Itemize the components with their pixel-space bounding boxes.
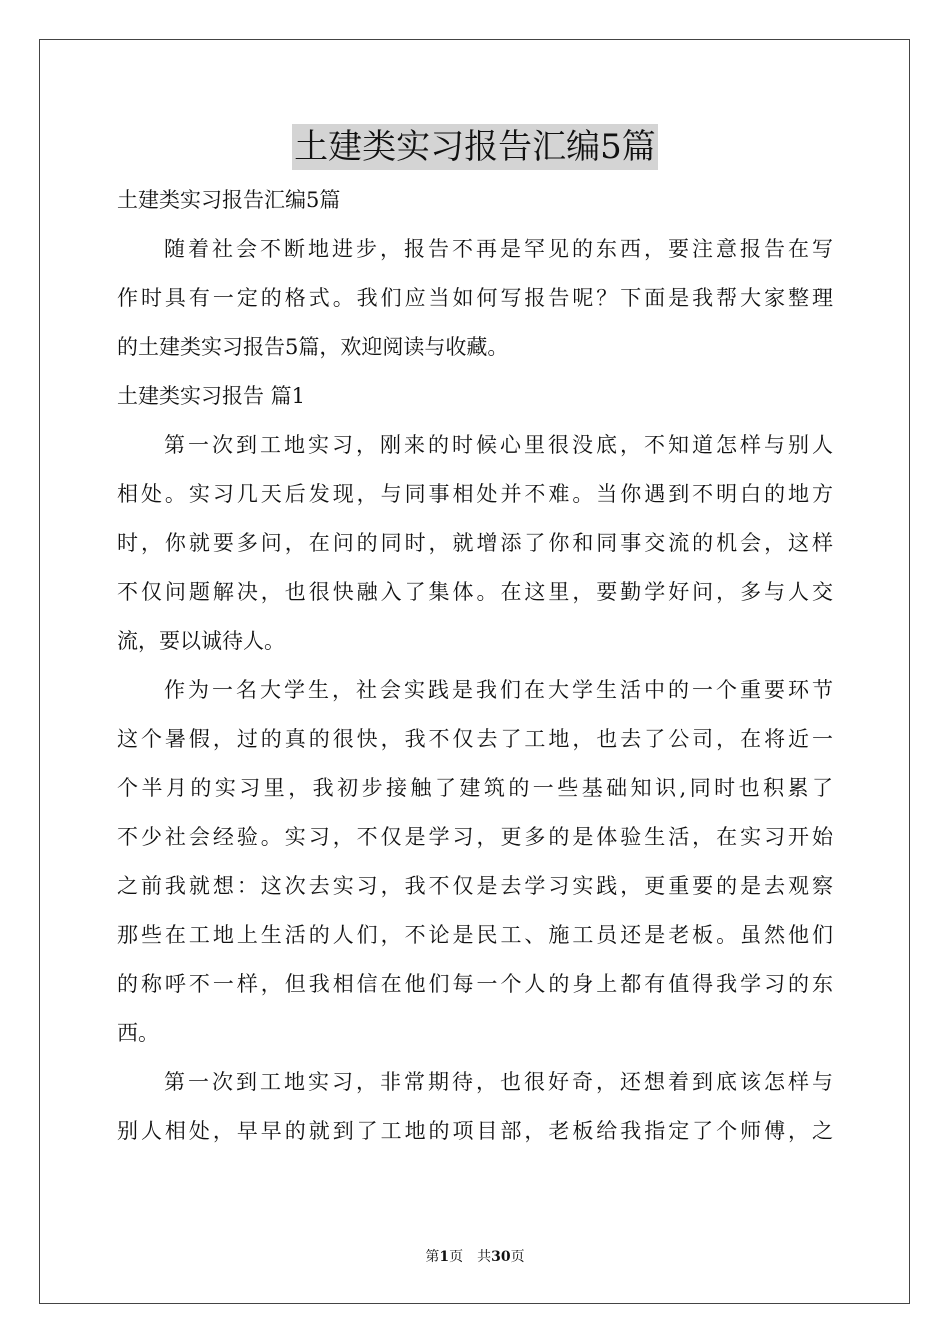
text-line: 时，你就要多问，在问的同时，就增添了你和同事交流的机会，这样 [117, 531, 833, 555]
text-line: 之前我就想：这次去实习，我不仅是去学习实践，更重要的是去观察 [117, 874, 833, 898]
text-line: 土建类实习报告 篇1 [117, 384, 306, 408]
footer-suffix: 页 [510, 1249, 525, 1265]
text-line: 随着社会不断地进步，报告不再是罕见的东西，要注意报告在写 [164, 237, 833, 261]
text-line: 个半月的实习里，我初步接触了建筑的一些基础知识,同时也积累了 [117, 776, 833, 800]
text-line: 的土建类实习报告5篇，欢迎阅读与收藏。 [117, 335, 509, 359]
text-line: 的称呼不一样，但我相信在他们每一个人的身上都有值得我学习的东 [117, 972, 833, 996]
text-line: 西。 [117, 1021, 159, 1045]
text-line: 作为一名大学生，社会实践是我们在大学生活中的一个重要环节 [164, 678, 833, 702]
page-footer [0, 1246, 950, 1266]
text-line: 这个暑假，过的真的很快，我不仅去了工地，也去了公司，在将近一 [117, 727, 833, 751]
document-title: 土建类实习报告汇编5篇 [292, 124, 658, 170]
text-line: 土建类实习报告汇编5篇 [117, 188, 341, 212]
text-line: 作时具有一定的格式。我们应当如何写报告呢？下面是我帮大家整理 [117, 286, 833, 310]
text-line: 不少社会经验。实习，不仅是学习，更多的是体验生活，在实习开始 [117, 825, 833, 849]
footer-middle: 页 共 [449, 1249, 492, 1265]
text-line: 别人相处，早早的就到了工地的项目部，老板给我指定了个师傅，之 [117, 1119, 833, 1143]
text-line: 那些在工地上生活的人们，不论是民工、施工员还是老板。虽然他们 [117, 923, 833, 947]
text-line: 不仅问题解决，也很快融入了集体。在这里，要勤学好问，多与人交 [117, 580, 833, 604]
document-body [117, 176, 833, 1156]
text-line: 第一次到工地实习，非常期待，也很好奇，还想着到底该怎样与 [164, 1070, 833, 1094]
footer-page-number: 1 [439, 1249, 450, 1265]
title-container [0, 124, 950, 170]
footer-total-pages: 30 [491, 1249, 511, 1265]
text-line: 流，要以诚待人。 [117, 629, 285, 653]
footer-prefix: 第 [425, 1249, 440, 1265]
text-line: 相处。实习几天后发现，与同事相处并不难。当你遇到不明白的地方 [117, 482, 833, 506]
text-line: 第一次到工地实习，刚来的时候心里很没底，不知道怎样与别人 [164, 433, 833, 457]
